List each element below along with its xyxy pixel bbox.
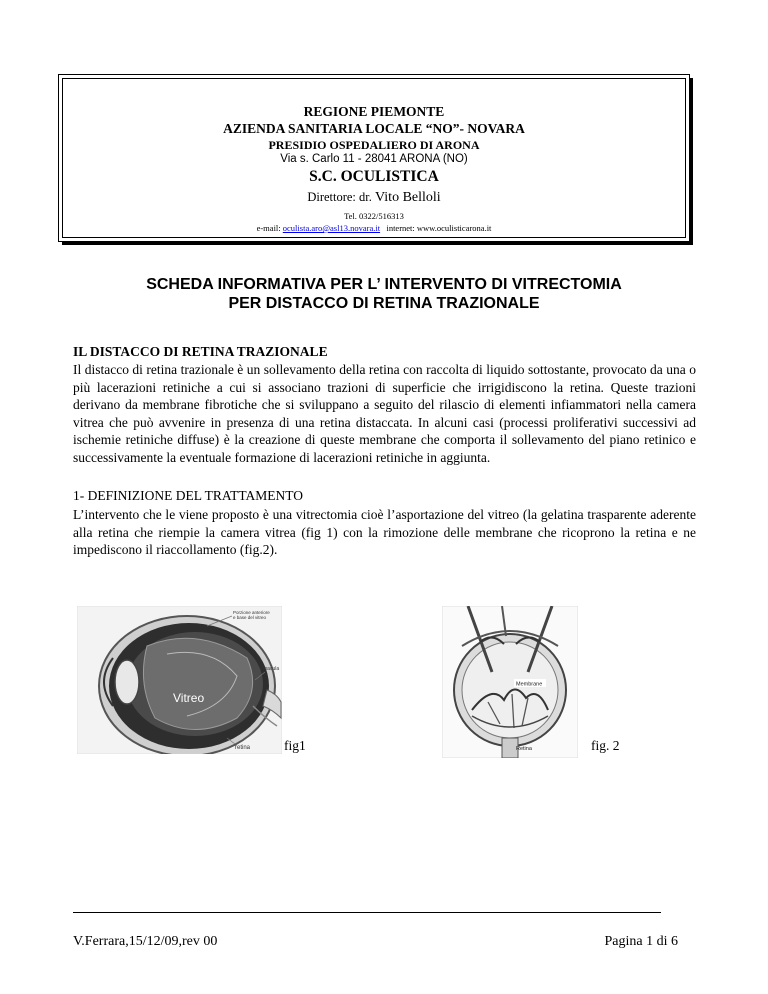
footer-page-number: Pagina 1 di 6 <box>604 934 678 949</box>
fig1-label-retina: retina <box>235 745 251 751</box>
header-department: S.C. OCULISTICA <box>309 168 439 185</box>
fig1-label-base: e base del vitreo <box>233 615 267 620</box>
director-name: Vito Belloli <box>375 190 441 205</box>
footer-divider <box>73 912 661 913</box>
fig1-label-anterior: Porzione anteriore <box>233 610 270 615</box>
section2-heading: 1- DEFINIZIONE DEL TRATTAMENTO <box>73 488 304 503</box>
figure-2-caption: fig. 2 <box>591 738 620 753</box>
header-hospital: PRESIDIO OSPEDALIERO DI ARONA <box>268 138 480 152</box>
email-label: e-mail: <box>256 223 283 233</box>
figure-1-eye-vitreous <box>77 606 282 754</box>
fig1-label-macula: macula <box>263 666 280 672</box>
header-asl: AZIENDA SANITARIA LOCALE “NO”- NOVARA <box>223 121 525 136</box>
section1-paragraph: Il distacco di retina trazionale è un sollevamento della retina con raccolta di liquido sottostante, provocato da una o più lacerazioni retiniche a cui si associano trazioni di superficie che irrigidiscono la retina. Queste trazioni derivano da membrane fibrotiche che si sviluppano a seguito del rilascio di elementi infiammatori nella camera vitrea che può avvenire in presenza di una retina distaccata. In alcuni casi (processi proliferativi successivi ad ischemie retiniche diffuse) è la creazione di queste membrane che comporta il sollevamento del piano retinico e successivamente la eventuale formazione di lacerazioni retiniche in aggiunta. <box>73 362 696 465</box>
header-director <box>58 190 690 206</box>
header-contacts <box>58 223 690 233</box>
header-shadow-bottom <box>62 242 693 245</box>
figure-1-caption: fig1 <box>284 738 306 753</box>
document-title-line2: PER DISTACCO DI RETINA TRAZIONALE <box>228 295 540 312</box>
section2-paragraph: L’intervento che le viene proposto è una vitrectomia cioè l’asportazione del vitreo (la gelatina trasparente aderente alla retina che riempie la camera vitrea (fig 1) con la rimozione delle membrane che ricoprono la retina e ne impediscono il riaccollamento (fig.2). <box>73 507 696 558</box>
figure-2-vitrectomy <box>442 606 578 758</box>
header-region: REGIONE PIEMONTE <box>303 104 445 119</box>
section1-heading: IL DISTACCO DI RETINA TRAZIONALE <box>73 344 328 359</box>
header-shadow-right <box>690 78 693 245</box>
email-link[interactable]: oculista.aro@asl13.novara.it <box>282 223 381 233</box>
footer-revision: V.Ferrara,15/12/09,rev 00 <box>73 934 218 949</box>
header-phone: Tel. 0322/516313 <box>344 211 404 221</box>
fig1-label-vitreo: Vitreo <box>173 691 205 705</box>
fig2-label-retina: Retina <box>516 746 532 752</box>
fig2-label-membrane: Membrane <box>516 681 543 688</box>
header-address: Via s. Carlo 11 - 28041 ARONA (NO) <box>280 153 468 165</box>
director-prefix: Direttore: dr. <box>307 190 376 204</box>
document-title-line1: SCHEDA INFORMATIVA PER L’ INTERVENTO DI VITRECTOMIA <box>146 276 622 293</box>
website-text: internet: www.oculisticarona.it <box>380 223 492 233</box>
